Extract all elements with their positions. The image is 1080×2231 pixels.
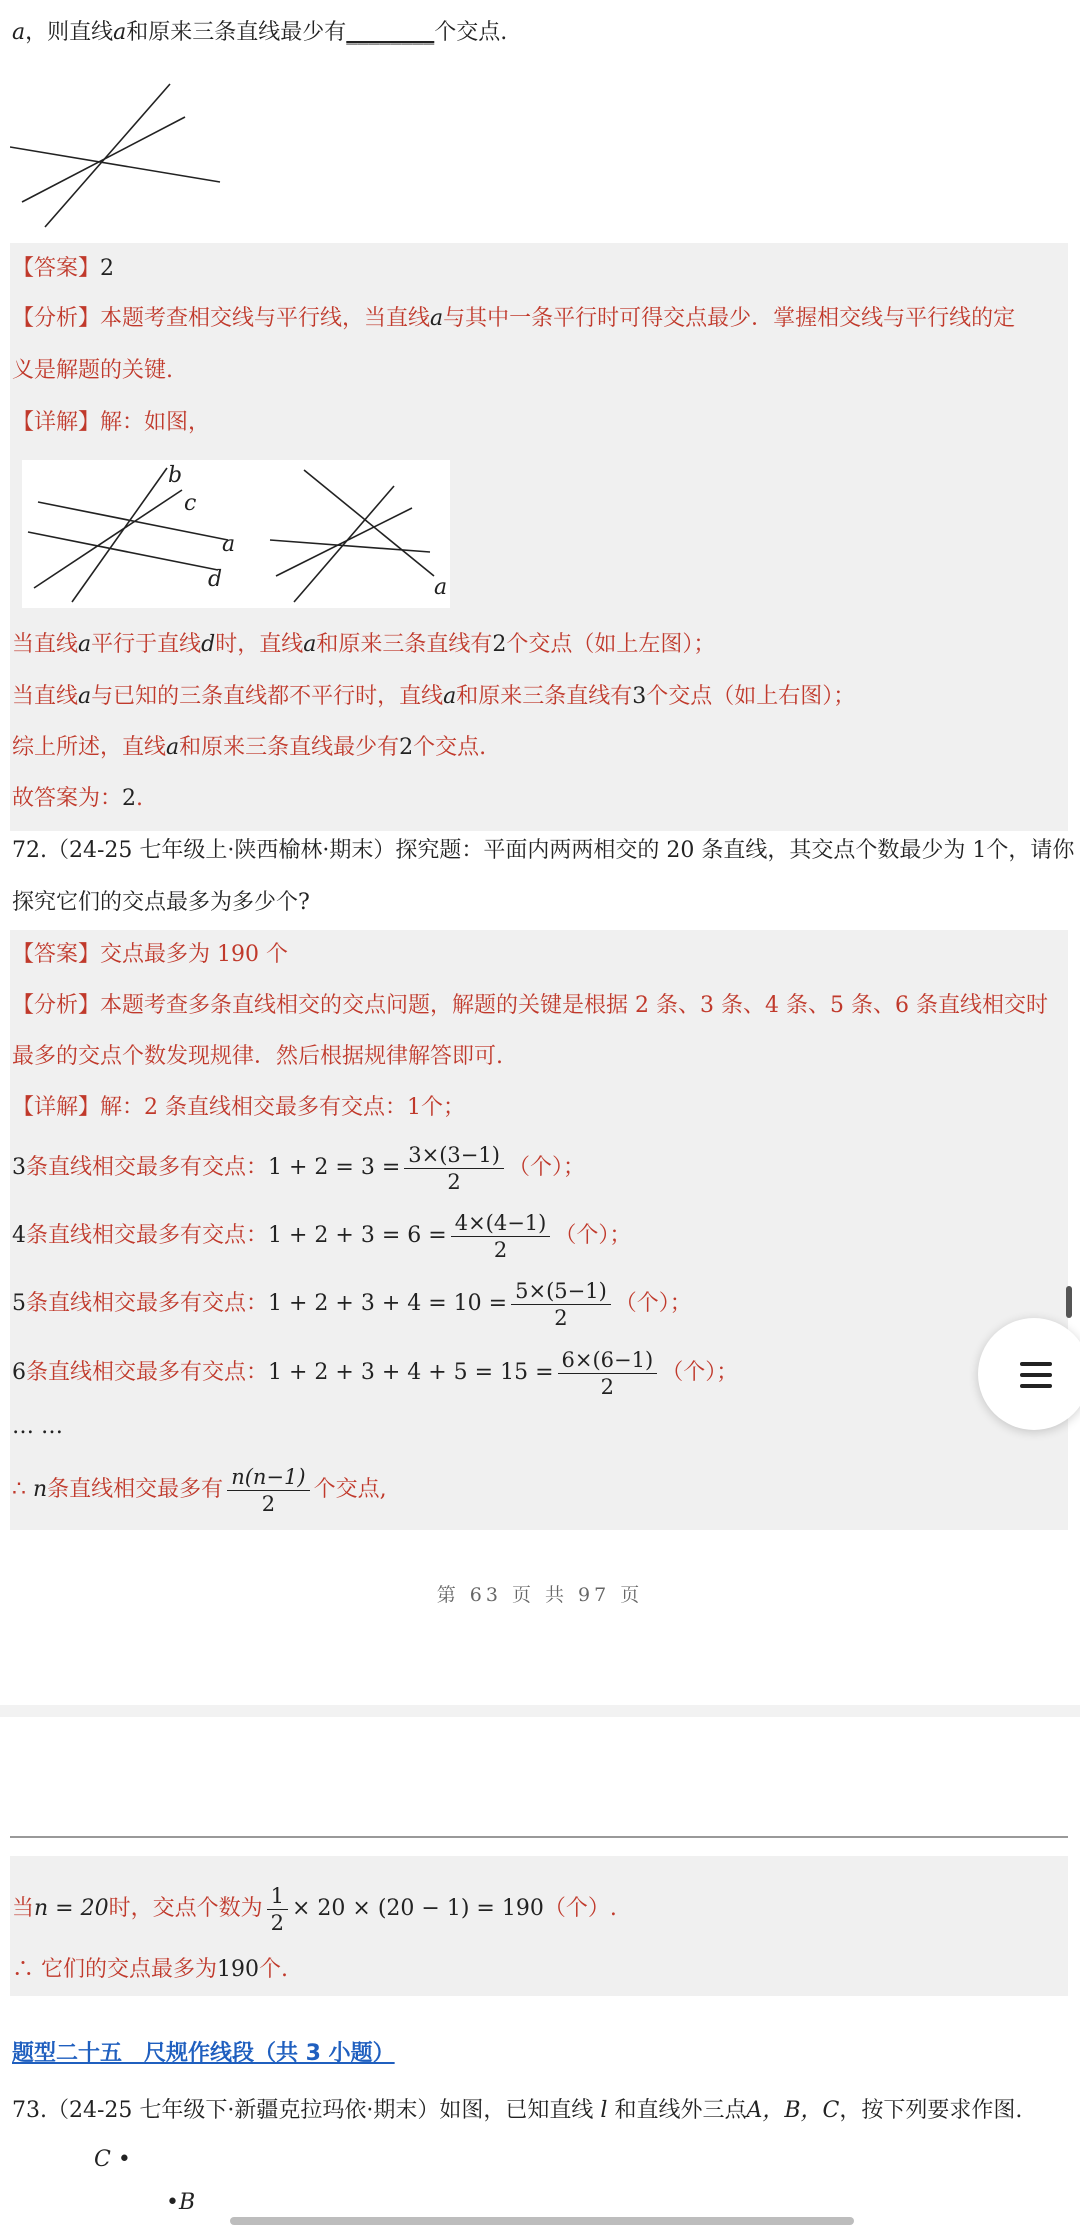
a72-dots: … … [12, 1414, 63, 1439]
a71-line-2: 当直线a与已知的三条直线都不平行时，直线a和原来三条直线有3个交点（如上右图）； [12, 684, 856, 709]
a72-row-4: 4条直线相交最多有交点：1 + 2 + 3 = 6 = $\frac{4\times(4-1)}{2}$ （个）； [12, 1210, 632, 1262]
a71-detail: 【详解】解：如图， [12, 410, 211, 435]
a72-conclusion: ∴ n条直线相交最多有 $\frac{n(n-1)}{2}$ 个交点, [12, 1464, 387, 1516]
a72-detail: 【详解】解：2 条直线相交最多有交点：1个； [12, 1095, 466, 1120]
page-break [0, 1705, 1080, 1717]
label-a-right: a [434, 575, 448, 600]
label-d: d [208, 567, 223, 592]
home-indicator[interactable] [230, 2217, 854, 2225]
label-b: b [168, 463, 183, 488]
point-b: •B [166, 2190, 196, 2215]
fig1-line-1 [10, 147, 220, 182]
a72-row-6: 6条直线相交最多有交点：1 + 2 + 3 + 4 + 5 = 15 = $\frac{6\times(6-1)}{2}$ （个）； [12, 1347, 739, 1399]
q71-text: a，则直线a和原来三条直线最少有________个交点. [12, 20, 508, 45]
a72b-line-2: ∴ 它们的交点最多为190个. [12, 1957, 288, 1982]
a72b-line-1: 当n = 20时，交点个数为 $\frac{1}{2}$ × 20 × (20 − 1) = 190（个）. [12, 1883, 617, 1935]
a71-analysis-1: 【分析】本题考查相交线与平行线，当直线a与其中一条平行时可得交点最少．掌握相交线与平行线的定 [12, 306, 1016, 331]
a71-answer: 【答案】2 [12, 256, 115, 281]
figure-three-lines [10, 82, 230, 232]
q72-line-2: 探究它们的交点最多为多少个? [12, 890, 310, 915]
a71-analysis-2: 义是解题的关键. [12, 358, 173, 383]
a71-line-4: 故答案为：2. [12, 786, 144, 811]
figure-two-cases [22, 460, 450, 608]
header-rule [10, 1836, 1068, 1838]
scrollbar-thumb[interactable] [1066, 1286, 1072, 1318]
point-c: C • [94, 2147, 131, 2172]
a72-answer: 【答案】交点最多为 190 个 [12, 942, 288, 967]
a71-line-1: 当直线a平行于直线d时，直线a和原来三条直线有2个交点（如上左图）； [12, 632, 716, 657]
section-title[interactable]: 题型二十五 尺规作线段（共 3 小题） [12, 2041, 395, 2066]
menu-button[interactable] [978, 1318, 1080, 1430]
a72-analysis-2: 最多的交点个数发现规律．然后根据规律解答即可. [12, 1044, 503, 1069]
label-a: a [222, 532, 236, 557]
label-c: c [184, 491, 197, 516]
page-footer: 第 63 页 共 97 页 [436, 1584, 644, 1606]
a71-line-3: 综上所述，直线a和原来三条直线最少有2个交点. [12, 735, 487, 760]
a72-analysis-1: 【分析】本题考查多条直线相交的交点问题，解题的关键是根据 2 条、3 条、4 条、5 条、6 条直线相交时 [12, 993, 1048, 1018]
a72-row-3: 3条直线相交最多有交点：1 + 2 = 3 = $\frac{3\times(3-1)}{2}$ （个）； [12, 1142, 585, 1194]
a72-row-5: 5条直线相交最多有交点：1 + 2 + 3 + 4 = 10 = $\frac{5\times(5-1)}{2}$ （个）； [12, 1278, 692, 1330]
q73-text: 73.（24-25 七年级下·新疆克拉玛依·期末）如图，已知直线 l 和直线外三点A，B，C，按下列要求作图. [12, 2098, 1023, 2123]
q72-line-1: 72.（24-25 七年级上·陕西榆林·期末）探究题：平面内两两相交的 20 条直线，其交点个数最少为 1个，请你 [12, 838, 1075, 863]
